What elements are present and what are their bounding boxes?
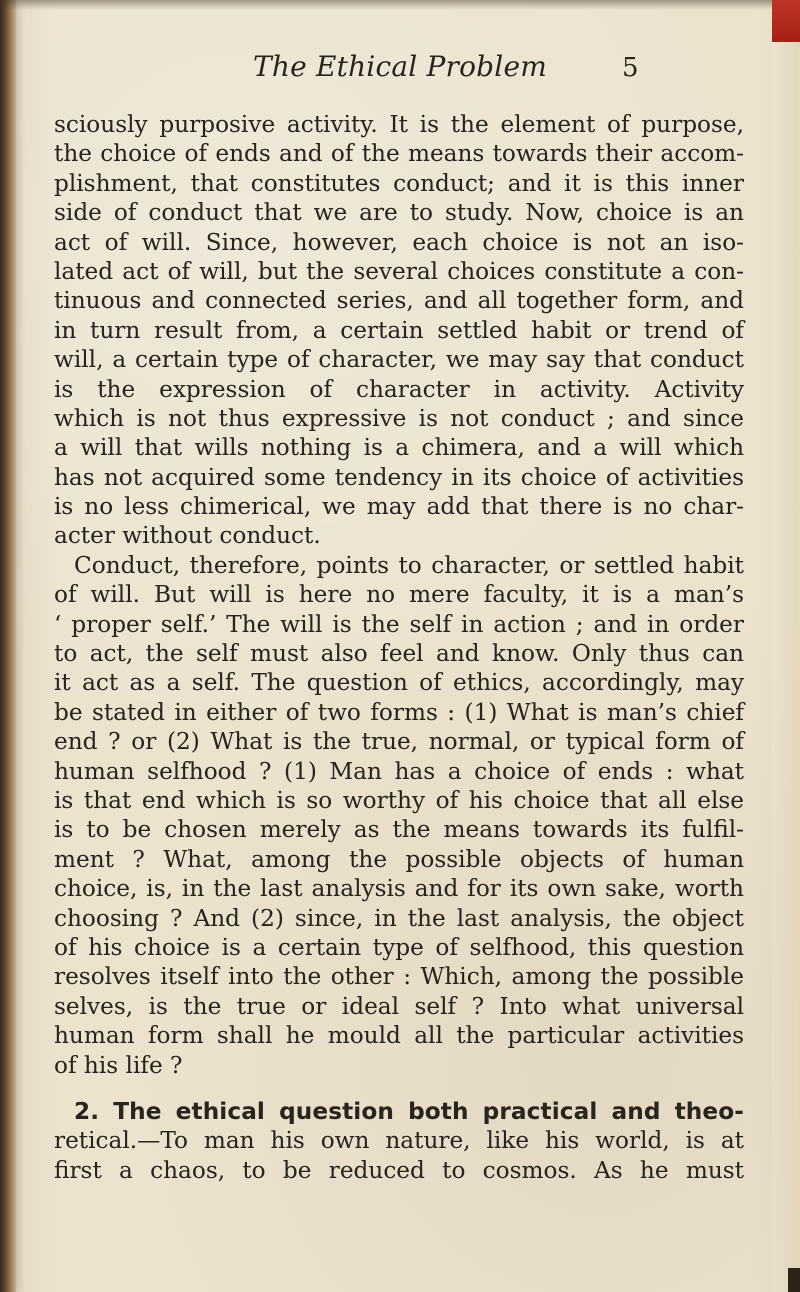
bookmark-tab xyxy=(772,0,800,42)
text-line: in turn result from, a certain settled habit or trend of xyxy=(54,316,744,344)
text-line: plishment, that constitutes conduct; and it is this inner xyxy=(54,169,744,197)
text-line: retical.—To man his own nature, like his world, is at xyxy=(54,1127,744,1155)
text-line: ‘ proper self.’ The will is the self in action ; and in order xyxy=(54,610,744,638)
text-line: will, a certain type of character, we may say that conduct xyxy=(54,346,744,374)
text-line: side of conduct that we are to study. Now, choice is an xyxy=(54,199,744,227)
text-line: human form shall he mould all the particular activities xyxy=(54,1022,744,1050)
text-line: to act, the self must also feel and know. Only thus can xyxy=(54,640,744,668)
text-line: has not acquired some tendency in its choice of activities xyxy=(54,463,744,491)
paragraph-gap xyxy=(54,1080,744,1097)
text-line: human selfhood ? (1) Man has a choice of ends : what xyxy=(54,757,744,785)
text-line: selves, is the true or ideal self ? Into what universal xyxy=(54,992,744,1020)
book-spine xyxy=(0,0,16,1292)
body-text xyxy=(54,110,744,1185)
text-line: tinuous and connected series, and all together form, and xyxy=(54,287,744,315)
text-line: end ? or (2) What is the true, normal, or typical form of xyxy=(54,728,744,756)
text-line: Conduct, therefore, points to character, or settled habit xyxy=(74,551,744,579)
page-top-shadow xyxy=(0,0,800,10)
text-line: sciously purposive activity. It is the element of purpose, xyxy=(54,111,744,138)
text-line: ment ? What, among the possible objects of human xyxy=(54,845,744,873)
page-right-edge xyxy=(772,0,800,1292)
running-head: The Ethical Problem xyxy=(253,50,547,83)
text-line: act of will. Since, however, each choice is not an iso- xyxy=(54,228,744,256)
text-line: which is not thus expressive is not conduct ; and since xyxy=(54,404,744,432)
section-heading-line: 2. The ethical question both practical and theo- xyxy=(74,1097,744,1125)
page-header xyxy=(0,50,800,93)
text-line: lated act of will, but the several choices constitute a con- xyxy=(54,257,744,285)
text-line: is the expression of character in activity. Activity xyxy=(54,375,744,403)
text-line: is to be chosen merely as the means towards its fulfil- xyxy=(54,816,744,844)
text-line: resolves itself into the other : Which, among the possible xyxy=(54,963,744,991)
text-line: of his choice is a certain type of selfhood, this question xyxy=(54,933,744,961)
text-line: is no less chimerical, we may add that there is no char- xyxy=(54,493,744,521)
text-line: acter without conduct. xyxy=(54,522,321,550)
page-corner-mark xyxy=(788,1268,800,1292)
text-line: choosing ? And (2) since, in the last analysis, the object xyxy=(54,904,744,932)
text-line: the choice of ends and of the means towards their accom- xyxy=(54,140,744,168)
text-line: it act as a self. The question of ethics, accordingly, may xyxy=(54,669,744,697)
text-line: be stated in either of two forms : (1) What is man’s chief xyxy=(54,698,744,726)
text-line: choice, is, in the last analysis and for its own sake, worth xyxy=(54,875,744,903)
text-line: a will that wills nothing is a chimera, and a will which xyxy=(54,434,744,462)
page-number: 5 xyxy=(622,53,639,83)
text-line: of will. But will is here no mere faculty, it is a man’s xyxy=(54,581,744,609)
text-line: first a chaos, to be reduced to cosmos. As he must xyxy=(54,1156,744,1184)
text-line: is that end which is so worthy of his choice that all else xyxy=(54,786,744,814)
text-line: of his life ? xyxy=(54,1051,183,1079)
